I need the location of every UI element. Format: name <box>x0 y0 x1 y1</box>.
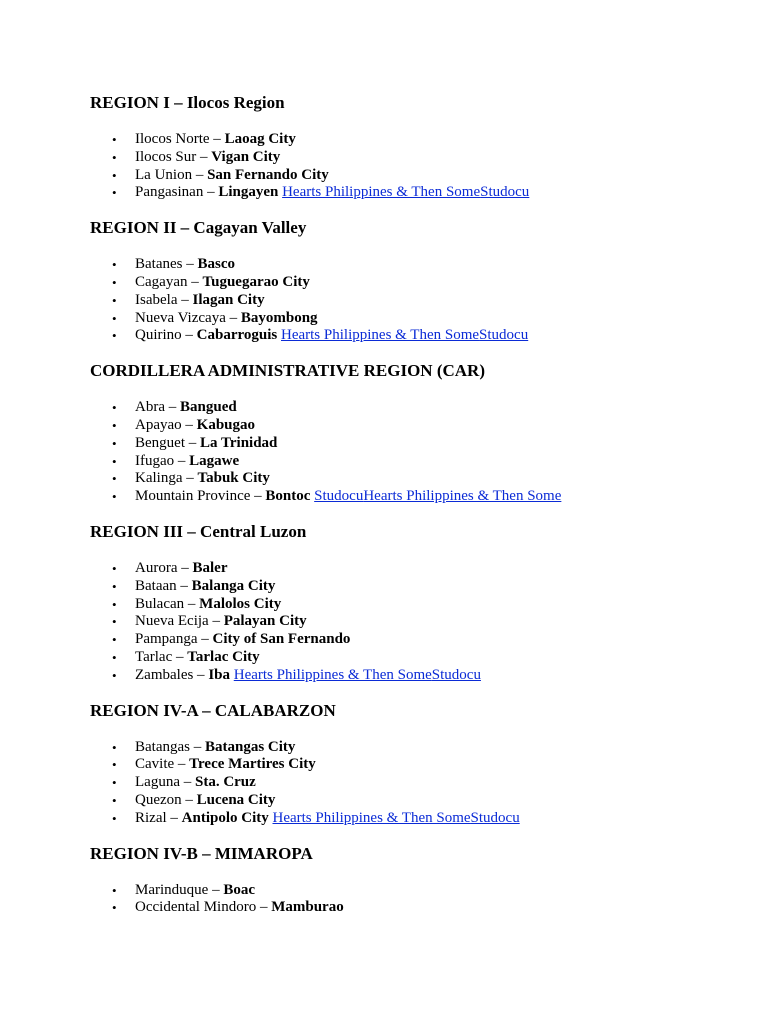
bullet-icon: • <box>112 810 117 826</box>
bullet-icon: • <box>112 882 117 898</box>
list-item <box>90 399 730 417</box>
list-item <box>90 899 730 917</box>
list-item <box>90 292 730 310</box>
source-link[interactable]: Hearts Philippines & Then Some <box>272 809 471 826</box>
province-name: Zambales – <box>135 666 209 683</box>
province-name: Nueva Ecija – <box>135 613 224 630</box>
province-name: Mountain Province – <box>135 488 266 505</box>
region-heading: CORDILLERA ADMINISTRATIVE REGION (CAR) <box>90 361 485 381</box>
capital-name: City of San Fernando <box>212 631 351 648</box>
bullet-icon: • <box>112 649 117 665</box>
list-item <box>90 453 730 471</box>
region-heading: REGION III – Central Luzon <box>90 521 307 541</box>
capital-name: Boac <box>223 881 255 898</box>
bullet-icon: • <box>112 596 117 612</box>
bullet-icon: • <box>112 274 117 290</box>
source-link[interactable]: Studocu <box>479 327 529 344</box>
list-item <box>90 274 730 292</box>
province-name: Occidental Mindoro – <box>135 899 272 916</box>
list-item <box>90 131 730 149</box>
capital-name: Baler <box>192 559 228 576</box>
province-name: Rizal – <box>135 809 182 826</box>
province-name: Aurora – <box>135 559 193 576</box>
bullet-icon: • <box>112 167 117 183</box>
region-heading: REGION IV-B – MIMAROPA <box>90 843 313 863</box>
list-item <box>90 310 730 328</box>
list-item <box>90 882 730 900</box>
province-name: Kalinga – <box>135 470 198 487</box>
province-name: Cagayan – <box>135 273 203 290</box>
bullet-icon: • <box>112 149 117 165</box>
province-list <box>90 399 730 506</box>
source-link[interactable]: Hearts Philippines & Then Some <box>281 327 480 344</box>
capital-name: Mamburao <box>271 899 344 916</box>
capital-name: San Fernando City <box>207 166 329 183</box>
source-link[interactable]: Hearts Philippines & Then Some <box>363 488 562 505</box>
capital-name: Malolos City <box>199 595 282 612</box>
list-item <box>90 739 730 757</box>
region-section <box>90 844 730 918</box>
capital-name: Vigan City <box>211 148 281 165</box>
list-item <box>90 667 730 685</box>
capital-name: Batangas City <box>204 738 296 755</box>
source-link[interactable]: Studocu <box>470 809 520 826</box>
province-name: Nueva Vizcaya – <box>135 309 241 326</box>
list-item <box>90 488 730 506</box>
list-item <box>90 774 730 792</box>
bullet-icon: • <box>112 257 117 273</box>
province-name: Benguet – <box>135 434 200 451</box>
source-link[interactable]: Hearts Philippines & Then Some <box>233 666 432 683</box>
capital-name: Tuguegarao City <box>202 273 310 290</box>
capital-name: Cabarroguis <box>196 327 278 344</box>
bullet-icon: • <box>112 328 117 344</box>
province-name: Ilocos Sur – <box>135 148 212 165</box>
region-section <box>90 93 730 202</box>
province-name: Pangasinan – <box>135 184 219 201</box>
bullet-icon: • <box>112 132 117 147</box>
province-name: Batangas – <box>135 738 205 755</box>
bullet-icon: • <box>112 185 117 201</box>
bullet-icon: • <box>112 775 117 791</box>
capital-name: Balanga City <box>191 577 276 594</box>
source-link[interactable]: Studocu <box>480 184 530 201</box>
bullet-icon: • <box>112 310 117 326</box>
list-item <box>90 578 730 596</box>
capital-name: Trece Martires City <box>189 756 316 773</box>
province-list <box>90 560 730 685</box>
capital-name: Bontoc <box>265 488 311 505</box>
list-item <box>90 810 730 828</box>
province-name: Ifugao – <box>135 452 190 469</box>
list-item <box>90 613 730 631</box>
list-item <box>90 631 730 649</box>
list-item <box>90 184 730 202</box>
province-name: Ilocos Norte – <box>135 131 225 147</box>
source-link[interactable]: Studocu <box>431 666 481 683</box>
bullet-icon: • <box>112 560 117 576</box>
list-item <box>90 167 730 185</box>
capital-name: Lingayen <box>218 184 279 201</box>
province-list <box>90 131 730 202</box>
capital-name: Palayan City <box>223 613 307 630</box>
region-section <box>90 522 730 685</box>
region-heading: REGION II – Cagayan Valley <box>90 218 307 238</box>
capital-name: Tabuk City <box>197 470 270 487</box>
list-item <box>90 256 730 274</box>
source-link[interactable]: Hearts Philippines & Then Some <box>282 184 481 201</box>
bullet-icon: • <box>112 757 117 773</box>
capital-name: Laoag City <box>224 131 296 147</box>
bullet-icon: • <box>112 292 117 308</box>
province-name: Quezon – <box>135 791 197 808</box>
capital-name: La Trinidad <box>200 434 278 451</box>
capital-name: Basco <box>197 256 235 273</box>
province-name: Abra – <box>135 399 180 416</box>
bullet-icon: • <box>112 435 117 451</box>
capital-name: Lucena City <box>196 791 276 808</box>
list-item <box>90 417 730 435</box>
province-name: Cavite – <box>135 756 190 773</box>
capital-name: Antipolo City <box>181 809 269 826</box>
province-name: Apayao – <box>135 416 197 433</box>
bullet-icon: • <box>112 400 117 416</box>
province-name: Batanes – <box>135 256 198 273</box>
source-link[interactable]: Studocu <box>314 488 364 505</box>
bullet-icon: • <box>112 792 117 808</box>
region-heading: REGION IV-A – CALABARZON <box>90 700 336 720</box>
list-item <box>90 560 730 578</box>
bullet-icon: • <box>112 614 117 630</box>
province-name: La Union – <box>135 166 208 183</box>
capital-name: Tarlac City <box>187 648 260 665</box>
bullet-icon: • <box>112 453 117 469</box>
province-list <box>90 882 730 918</box>
list-item <box>90 149 730 167</box>
bullet-icon: • <box>112 632 117 648</box>
bullet-icon: • <box>112 578 117 594</box>
province-name: Quirino – <box>135 327 197 344</box>
list-item <box>90 792 730 810</box>
list-item <box>90 596 730 614</box>
capital-name: Lagawe <box>189 452 240 469</box>
list-item <box>90 435 730 453</box>
province-name: Pampanga – <box>135 631 213 648</box>
capital-name: Sta. Cruz <box>194 774 256 791</box>
list-item <box>90 756 730 774</box>
capital-name: Kabugao <box>196 416 256 433</box>
capital-name: Ilagan City <box>192 291 265 308</box>
bullet-icon: • <box>112 900 117 916</box>
bullet-icon: • <box>112 667 117 683</box>
region-section <box>90 701 730 828</box>
bullet-icon: • <box>112 417 117 433</box>
list-item <box>90 470 730 488</box>
province-name: Bataan – <box>135 577 192 594</box>
list-item <box>90 649 730 667</box>
list-item <box>90 327 730 345</box>
document-body <box>90 93 730 933</box>
province-name: Laguna – <box>135 774 195 791</box>
capital-name: Iba <box>208 666 230 683</box>
region-heading: REGION I – Ilocos Region <box>90 93 285 112</box>
region-section <box>90 361 730 506</box>
capital-name: Bangued <box>180 399 237 416</box>
capital-name: Bayombong <box>240 309 318 326</box>
province-list <box>90 256 730 345</box>
province-name: Bulacan – <box>135 595 200 612</box>
province-name: Tarlac – <box>135 648 188 665</box>
province-name: Marinduque – <box>135 881 224 898</box>
province-name: Isabela – <box>135 291 193 308</box>
province-list <box>90 739 730 828</box>
region-section <box>90 218 730 345</box>
bullet-icon: • <box>112 471 117 487</box>
bullet-icon: • <box>112 489 117 505</box>
bullet-icon: • <box>112 739 117 755</box>
